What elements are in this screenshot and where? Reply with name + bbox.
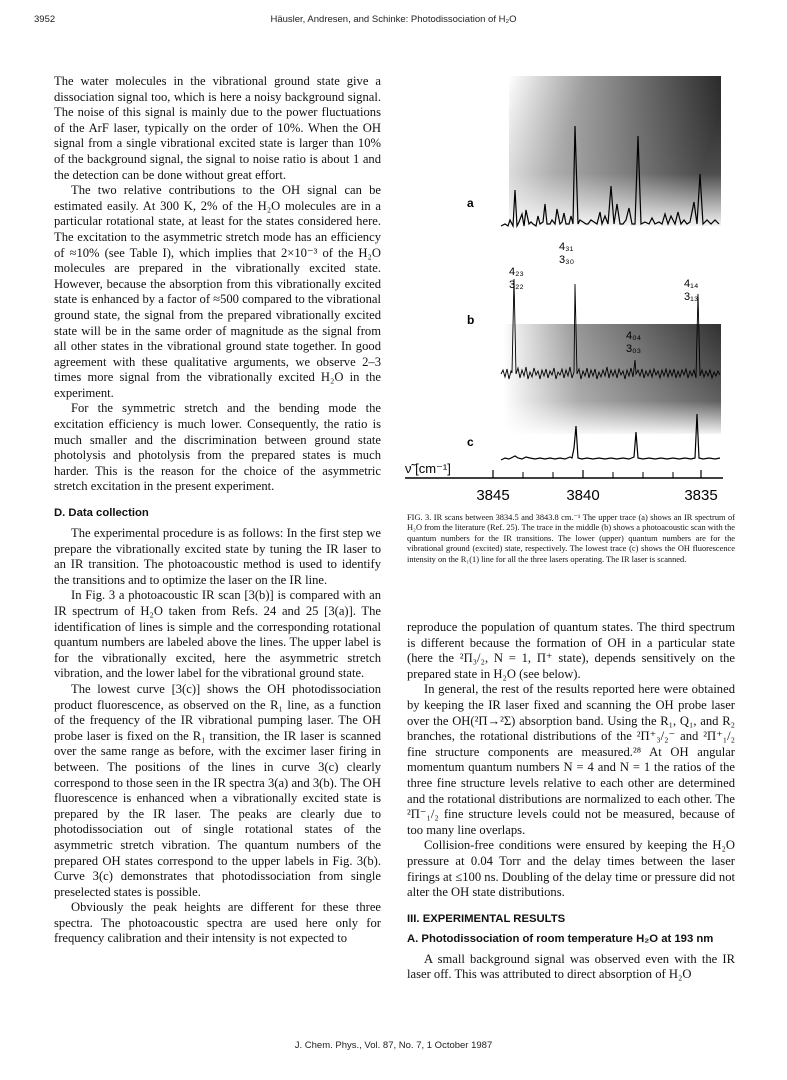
page-header — [34, 14, 753, 28]
x-tick-label: 3840 — [566, 487, 600, 504]
paragraph: The experimental procedure is as follows: In the first step we prepare the vibrationally excited state by tuning the IR laser to an IR transition. The photoacoustic method is used to identify the transitions and to optimize the laser on the IR line. — [54, 526, 381, 587]
trace-label-c: c — [467, 435, 474, 449]
paragraph: In general, the rest of the results reported here were obtained by keeping the IR laser fixed and scanning the OH probe laser over the OH(²Π→²Σ) absorption band. Using the R₁, Q₁, and R₂ branches, the rotational distributions of the ²Π⁺₃/₂⁻ and ²Π⁺₁/₂ fine structure components are measured.²⁸ At OH angular momentum quantum numbers N = 4 and N = 1 the ratios of the three fine structure levels relative to each other are determined and the rotational distributions are normalized to each other. The ²Π⁻₁/₂ fine structure levels could not be measured, because of too many line overlaps. — [407, 682, 735, 837]
right-column — [407, 620, 735, 983]
paragraph: Obviously the peak heights are different for these three spectra. The photoacoustic spectra are used here only for frequency calibration and their intensity is not expected to — [54, 900, 381, 946]
left-column — [54, 74, 381, 947]
peak-label-upper: 4₂₃ — [509, 266, 524, 278]
paragraph: The lowest curve [3(c)] shows the OH photodissociation product fluorescence, as observed on the R₁ line, as a function of the frequency of the IR vibrational pumping laser. The OH probe laser is fixed on the R₁ transition, the IR laser is scanned over the same range as before, with the excimer laser firing in between. The positions of the lines in curve 3(c) clearly correspond to those seen in the IR spectra 3(a) and 3(b). The OH fluorescence is enhanced when a vibrationally excited state is prepared by the IR laser. The peaks are clearly due to photodissociation out of single rotational states of the asymmetric stretch vibration. The quantum numbers of the prepared OH states correspond to the upper labels in Fig. 3(b). Curve 3(c) demonstrates that photodissociation from single preselected states is possible. — [54, 681, 381, 899]
x-tick-label: 3845 — [476, 487, 510, 504]
paragraph: For the symmetric stretch and the bending mode the excitation efficiency is much lower. Consequently, the ratio is much smaller and the discrimination between ground state photolysis and photolysis from the prepared states is much harder. This is the reason for the choice of the asymmetric stretch excitation in the present experiment. — [54, 401, 381, 494]
section-heading-data-collection: D. Data collection — [54, 507, 149, 520]
running-title: Häusler, Andresen, and Schinke: Photodissociation of H₂O — [270, 14, 517, 25]
trace-label-b: b — [467, 313, 475, 327]
page-number: 3952 — [34, 14, 56, 25]
paragraph: The water molecules in the vibrational ground state give a dissociation signal too, which is here a noisy background signal. The noise of this signal is mainly due to the power fluctuations of the ArF laser, typically on the order of 10%. When the OH signal from a single vibrational excited state is larger than 10% of the background signal, the signal to noise ratio is about 1 and the detection can be done without great effort. — [54, 74, 381, 182]
x-tick-label: 3835 — [684, 487, 718, 504]
peak-label-upper: 4₁₄ — [684, 278, 699, 290]
peak-label-lower: 3₁₃ — [684, 291, 699, 303]
section-heading-experimental-results: III. EXPERIMENTAL RESULTS — [407, 912, 566, 925]
peak-label-lower: 3₃₀ — [559, 254, 575, 266]
subsection-heading: A. Photodissociation of room temperature H₂O at 193 nm — [407, 932, 714, 945]
paragraph: reproduce the population of quantum states. The third spectrum is different because the formation of OH in a particular state (here the ²Π₃/₂, N = 1, Π⁺ state), depends sensitively on the prepared state in H₂O (see below). — [407, 620, 735, 681]
figure-3 — [405, 74, 737, 514]
peak-label-lower: 3₂₂ — [509, 279, 524, 291]
peak-label-upper: 4₀₄ — [626, 330, 642, 342]
paragraph: In Fig. 3 a photoacoustic IR scan [3(b)] is compared with an IR spectrum of H₂O taken from Refs. 24 and 25 [3(a)]. The identification of lines is simple and the corresponding rotational quantum numbers are labeled above the lines. The upper label is for the vibrationally excited, here the asymmetric stretch vibration, and the lower label for the vibrational ground state. — [54, 588, 381, 681]
paragraph: A small background signal was observed even with the IR laser off. This was attributed to direct absorption of H₂O — [407, 951, 735, 982]
peak-label-upper: 4₃₁ — [559, 241, 574, 253]
paragraph: Collision-free conditions were ensured by keeping the H₂O pressure at 0.04 Torr and the delay times between the laser firings at ≤100 ns. Doubling of the delay time or pressure did not alter the OH state distributions. — [407, 838, 735, 900]
x-axis-label: ν̃ [cm⁻¹] — [405, 461, 451, 476]
paragraph: The two relative contributions to the OH signal can be estimated easily. At 300 K, 2% of the H₂O molecules are in a particular rotational state, at least for the states considered here. The excitation to the asymmetric stretch mode has an efficiency of ≈10% (see Table I), which implies that 2×10⁻³ of the H₂O molecules are prepared in the vibrationally excited state. However, because the absorption from this vibrationally excited state is enhanced by a factor of ≈500 compared to the vibrational ground state, the signal from the prepared vibrationally excited state will be in the same order of magnitude as the signal from all other states in the vibrational ground state together. In good agreement with these qualitative arguments, we observe 2–3 times more signal from the vibrationally excited H₂O in the experiment. — [54, 183, 381, 400]
ir-spectra-figure — [405, 74, 737, 514]
page-footer: J. Chem. Phys., Vol. 87, No. 7, 1 October 1987 — [294, 1040, 493, 1051]
figure-caption: FIG. 3. IR scans between 3834.5 and 3843.8 cm.⁻¹ The upper trace (a) shows an IR spectrum of H₂O from the literature (Ref. 25). The trace in the middle (b) shows a photoacoustic scan with the quantum numbers for the IR transitions. The lower (upper) quantum numbers are for the vibrational ground (excited) state, respectively. The lowest trace (c) shows the OH fluorescence intensity on the R₁(1) line for all the three lasers operating. The IR laser is scanned. — [407, 513, 735, 564]
trace-label-a: a — [467, 196, 474, 210]
peak-label-lower: 3₀₃ — [626, 343, 642, 355]
